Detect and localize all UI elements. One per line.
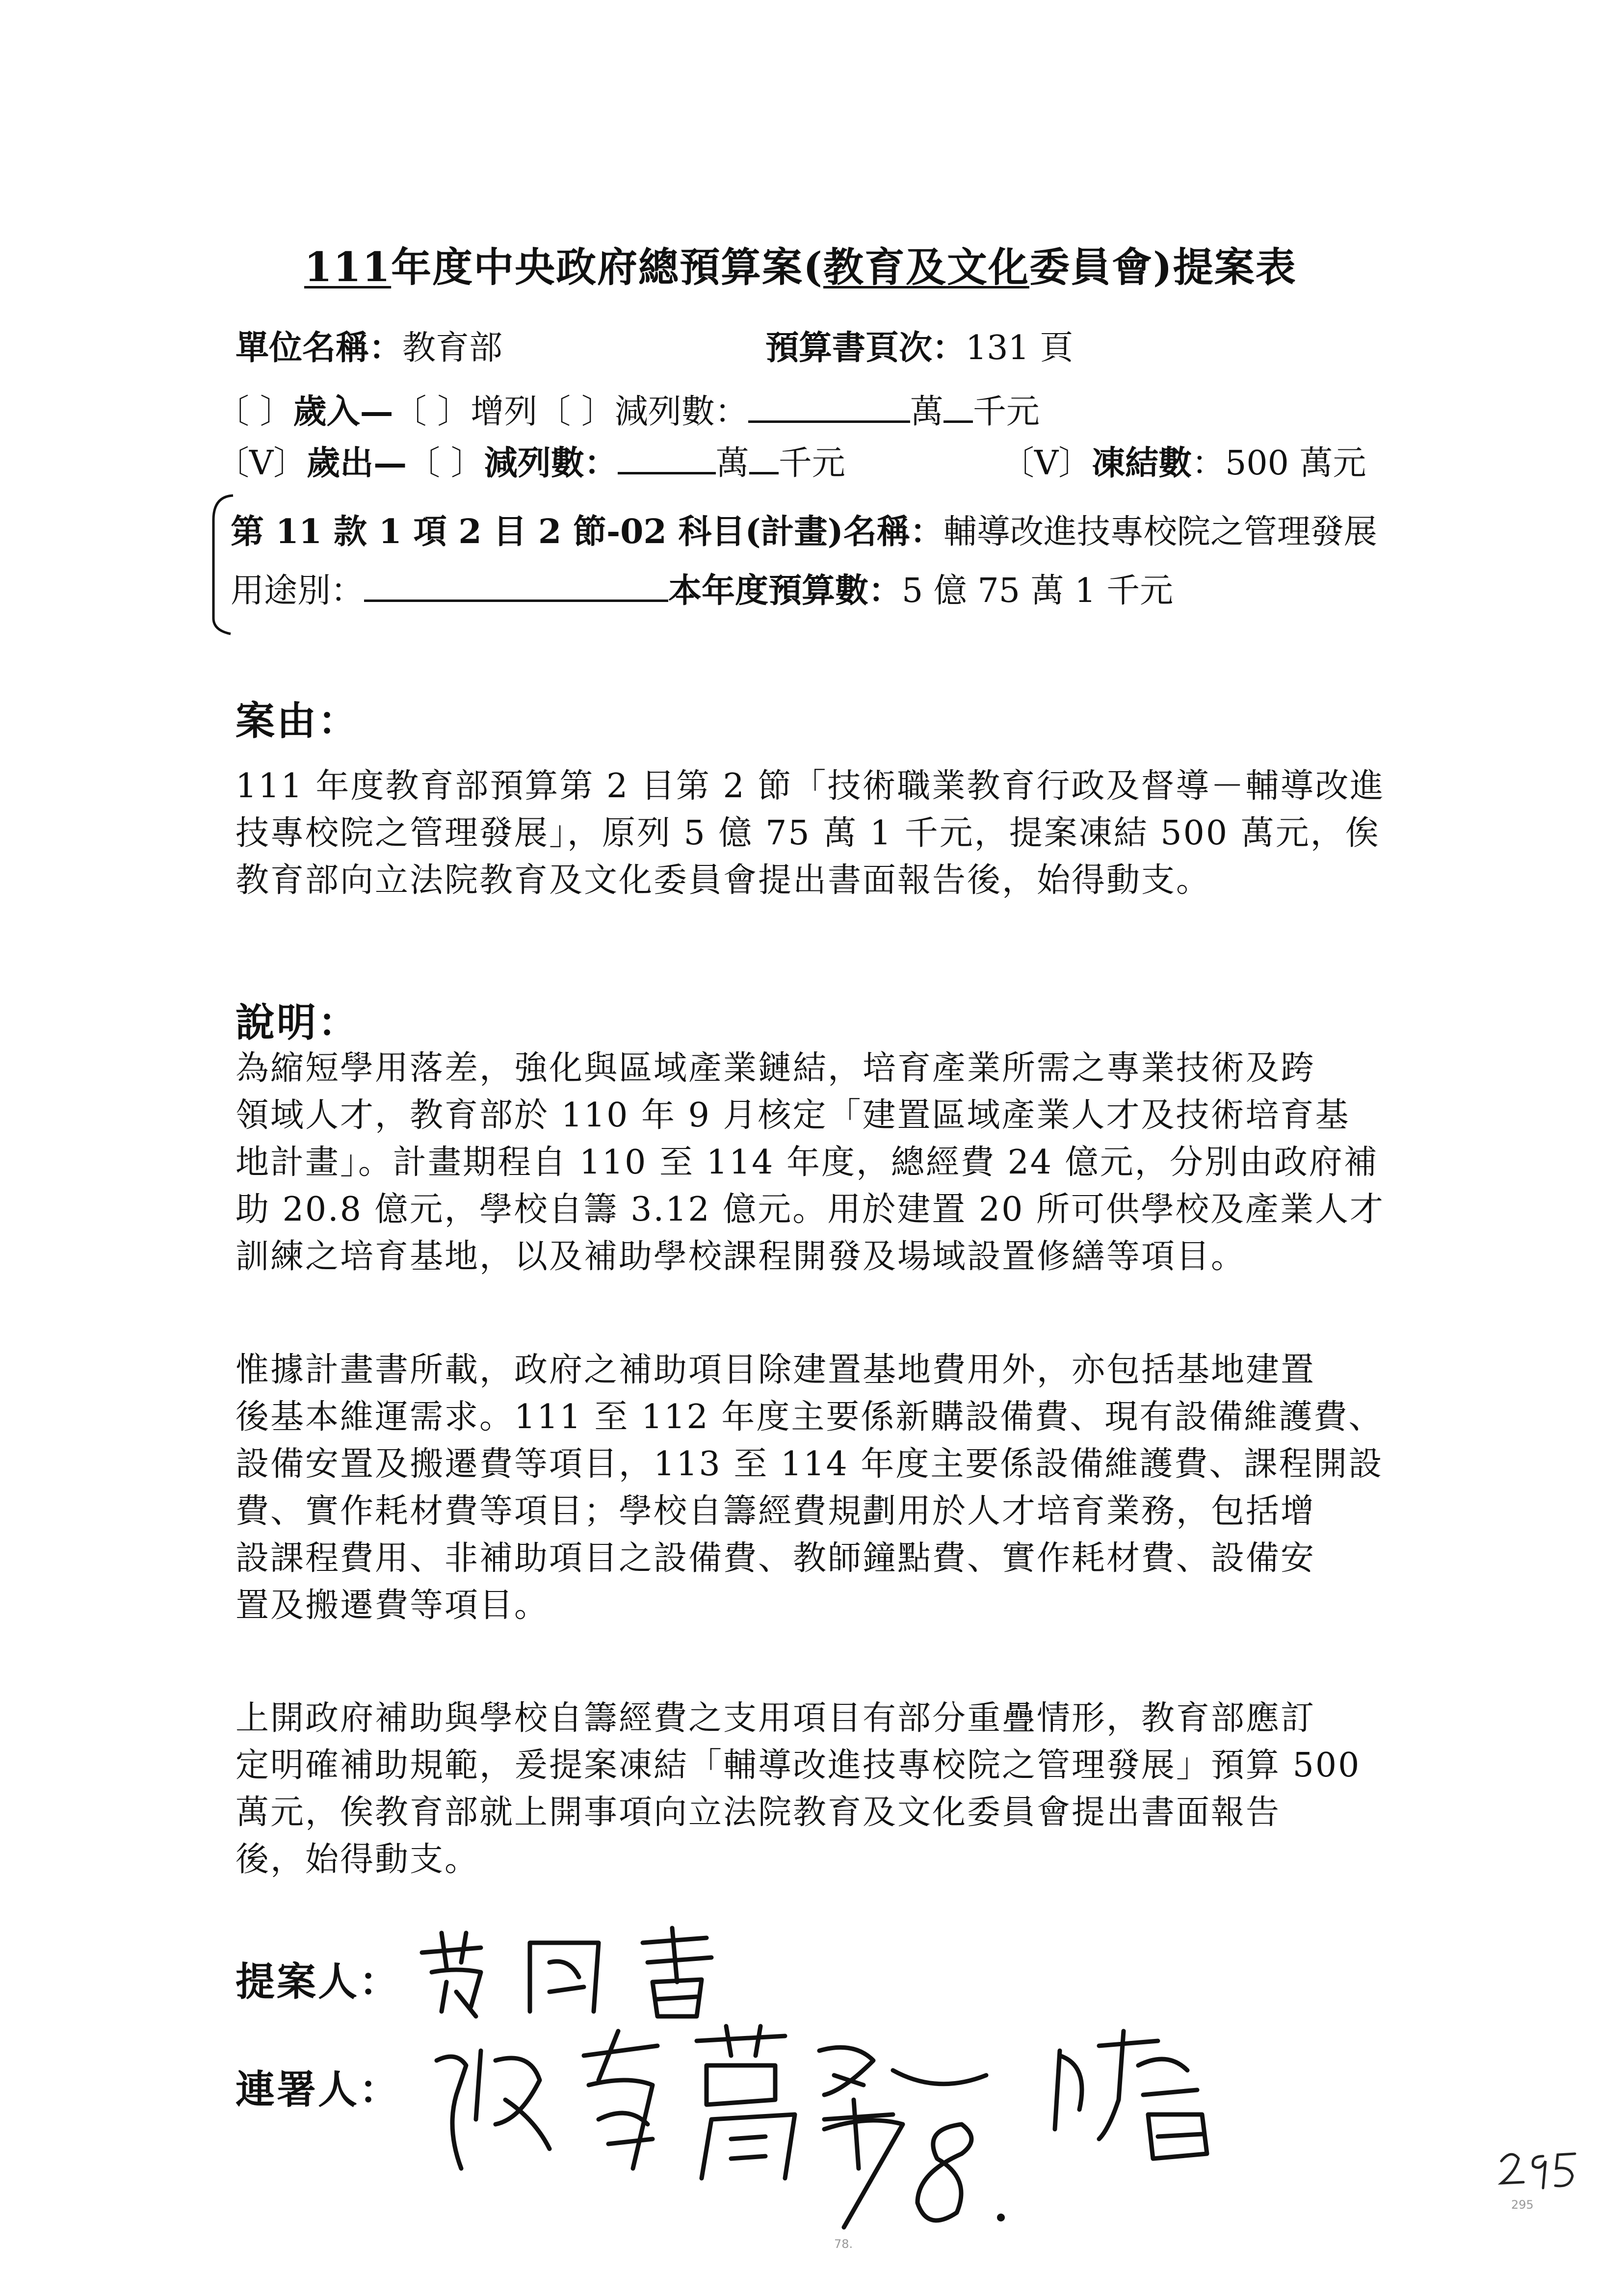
explanation-para-2 xyxy=(236,1347,1482,1629)
case-line: 技專校院之管理發展」，原列 5 億 75 萬 1 千元，提案凍結 500 萬元，俟 xyxy=(236,814,1380,853)
unit-row xyxy=(236,321,502,369)
para-line: 領域人才，教育部於 110 年 9 月核定「建置區域產業人才及技術培育基 xyxy=(236,1096,1350,1135)
revenue-label: 歲入— xyxy=(293,392,393,431)
title-year: 111 xyxy=(304,244,392,291)
expense-bracket: 〔V〕 xyxy=(216,444,307,483)
expense-qian-blank xyxy=(749,444,779,474)
para-line: 地計畫」。計畫期程自 110 至 114 年度，總經費 24 億元，分別由政府補 xyxy=(236,1143,1379,1182)
freeze-bracket: 〔V〕 xyxy=(1001,444,1092,483)
usage-row xyxy=(231,564,1173,612)
para-line: 設課程費用、非補助項目之設備費、教師鐘點費、實作耗材費、設備安 xyxy=(236,1539,1316,1578)
page-ref xyxy=(765,321,1073,369)
revenue-decrease: 〔 〕減列數： xyxy=(537,392,748,431)
handwritten-number-text: 78. xyxy=(834,2237,853,2251)
expense-wan-blank xyxy=(618,444,716,474)
para-line: 為縮短學用落差，強化與區域產業鏈結，培育產業所需之專業技術及跨 xyxy=(236,1049,1316,1088)
revenue-row xyxy=(216,385,1040,433)
para-line: 定明確補助規範，爰提案凍結「輔導改進技專校院之管理發展」預算 500 xyxy=(236,1746,1361,1785)
case-heading: 案由： xyxy=(236,698,359,744)
title-part1: 年度中央政府總預算案( xyxy=(391,244,823,291)
para-line: 萬元，俟教育部就上開事項向立法院教育及文化委員會提出書面報告 xyxy=(236,1793,1281,1832)
explanation-para-3 xyxy=(236,1695,1482,1883)
expense-dec-label: 減列數： xyxy=(484,444,618,483)
para-line: 訓練之培育基地，以及補助學校課程開發及場域設置修繕等項目。 xyxy=(236,1237,1246,1276)
usage-label: 用途別： xyxy=(231,572,365,610)
form-title xyxy=(304,235,1297,293)
usage-blank xyxy=(364,571,668,602)
proposer-signature xyxy=(412,1923,756,2021)
expense-qian: 千元 xyxy=(778,444,845,483)
para-line: 費、實作耗材費等項目；學校自籌經費規劃用於人才培育業務，包括增 xyxy=(236,1492,1316,1531)
revenue-wan: 萬 xyxy=(910,392,943,431)
expense-row xyxy=(216,437,845,484)
revenue-wan-blank xyxy=(748,392,910,423)
case-line: 教育部向立法院教育及文化委員會提出書面報告後，始得動支。 xyxy=(236,861,1211,900)
page-number-graphic xyxy=(1496,2144,1580,2193)
explanation-heading: 說明： xyxy=(236,999,359,1045)
item-label: 第 11 款 1 項 2 目 2 節-02 科目(計畫)名稱： xyxy=(231,512,943,551)
freeze-value: ：500 萬元 xyxy=(1192,444,1366,483)
revenue-qian: 千元 xyxy=(972,392,1040,431)
revenue-increase: 〔 〕增列 xyxy=(393,392,538,431)
explanation-para-1 xyxy=(236,1045,1482,1280)
para-line: 惟據計畫書所載，政府之補助項目除建置基地費用外，亦包括基地建置 xyxy=(236,1351,1316,1389)
revenue-qian-blank xyxy=(943,392,973,423)
budget-value: 5 億 75 萬 1 千元 xyxy=(902,572,1174,610)
expense-dec-bracket: 〔 〕 xyxy=(407,444,484,483)
expense-label: 歲出— xyxy=(307,444,407,483)
para-line: 置及搬遷費等項目。 xyxy=(236,1586,550,1625)
para-line: 後，始得動支。 xyxy=(236,1840,480,1879)
revenue-bracket: 〔 〕 xyxy=(216,392,293,431)
cosigner-label: 連署人： xyxy=(236,2066,400,2113)
item-value: 輔導改進技專校院之管理發展 xyxy=(943,513,1377,551)
item-row xyxy=(231,505,1377,553)
unit-label: 單位名稱： xyxy=(236,328,403,367)
unit-value: 教育部 xyxy=(402,329,503,367)
expense-wan: 萬 xyxy=(715,444,749,483)
budget-label: 本年度預算數： xyxy=(668,571,902,610)
page-label: 預算書頁次： xyxy=(765,328,966,367)
para-line: 助 20.8 億元，學校自籌 3.12 億元。用於建置 20 所可供學校及產業人才 xyxy=(236,1190,1385,1229)
page-value: 131 頁 xyxy=(966,329,1074,367)
freeze-ref xyxy=(1001,437,1366,484)
case-body xyxy=(236,763,1482,904)
handwritten-number-graphic xyxy=(814,2110,1021,2237)
title-part2: 委員會)提案表 xyxy=(1029,244,1297,291)
case-line: 111 年度教育部預算第 2 目第 2 節「技術職業教育行政及督導－輔導改進 xyxy=(236,767,1385,806)
proposer-label: 提案人： xyxy=(236,1958,400,2005)
para-line: 後基本維運需求。111 至 112 年度主要係新購設備費、現有設備維護費、 xyxy=(236,1398,1384,1436)
freeze-label: 凍結數 xyxy=(1092,444,1192,483)
title-committee: 教育及文化 xyxy=(823,244,1029,291)
para-line: 上開政府補助與學校自籌經費之支用項目有部分重疊情形，教育部應訂 xyxy=(236,1699,1316,1738)
para-line: 設備安置及搬遷費等項目，113 至 114 年度主要係設備維護費、課程開設 xyxy=(236,1445,1384,1484)
page-number-text: 295 xyxy=(1511,2198,1534,2212)
